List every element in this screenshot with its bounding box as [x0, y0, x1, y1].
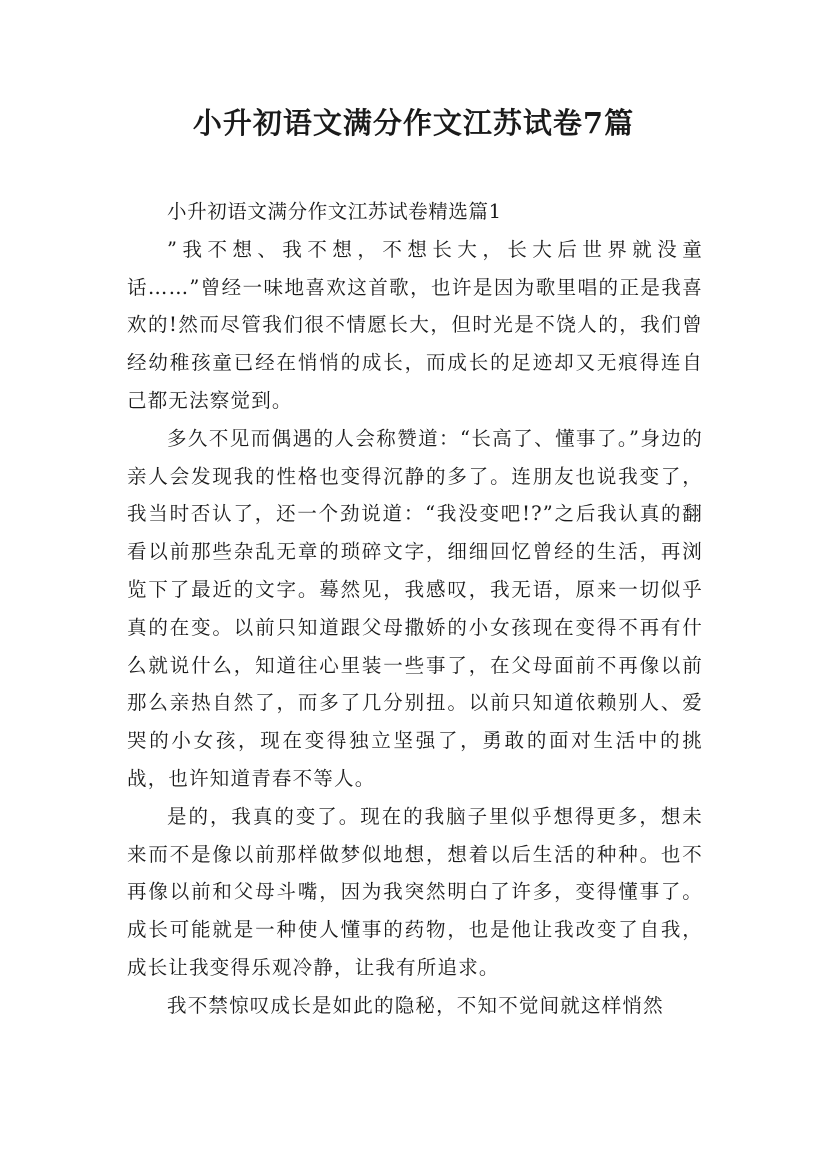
- document-title: 小升初语文满分作文江苏试卷7篇: [192, 106, 635, 140]
- paragraph-2: 多久不见而偶遇的人会称赞道：“长高了、懂事了。”身边的亲人会发现我的性格也变得沉静的多了。连朋友也说我变了，我当时否认了，还一个劲说道：“我没变吧!?”之后我认真的翻看以前那些杂乱无章的琐碎文字，细细回忆曾经的生活，再浏览下了最近的文字。蓦然见，我感叹，我无语，原来一切似乎真的在变。以前只知道跟父母撒娇的小女孩现在变得不再有什么就说什么，知道往心里装一些事了，在父母面前不再像以前那么亲热自然了，而多了几分别扭。以前只知道依赖别人、爱哭的小女孩，现在变得独立坚强了，勇敢的面对生活中的挑战，也许知道青春不等人。: [127, 426, 703, 790]
- section-heading: 小升初语文满分作文江苏试卷精选篇1: [167, 200, 502, 223]
- document-body: [127, 193, 703, 1025]
- paragraph-1: ”我不想、我不想，不想长大，长大后世界就没童话……”曾经一味地喜欢这首歌，也许是因为歌里唱的正是我喜欢的!然而尽管我们很不情愿长大，但时光是不饶人的，我们曾经幼稚孩童已经在悄悄的成长，而成长的足迹却又无痕得连自己都无法察觉到。: [127, 237, 703, 412]
- paragraph-4: 我不禁惊叹成长是如此的隐秘，不知不觉间就这样悄然: [167, 993, 664, 1017]
- paragraph-3: 是的，我真的变了。现在的我脑子里似乎想得更多，想未来而不是像以前那样做梦似地想，想着以后生活的种种。也不再像以前和父母斗嘴，因为我突然明白了许多，变得懂事了。成长可能就是一种使人懂事的药物，也是他让我改变了自我，成长让我变得乐观冷静，让我有所追求。: [127, 804, 703, 979]
